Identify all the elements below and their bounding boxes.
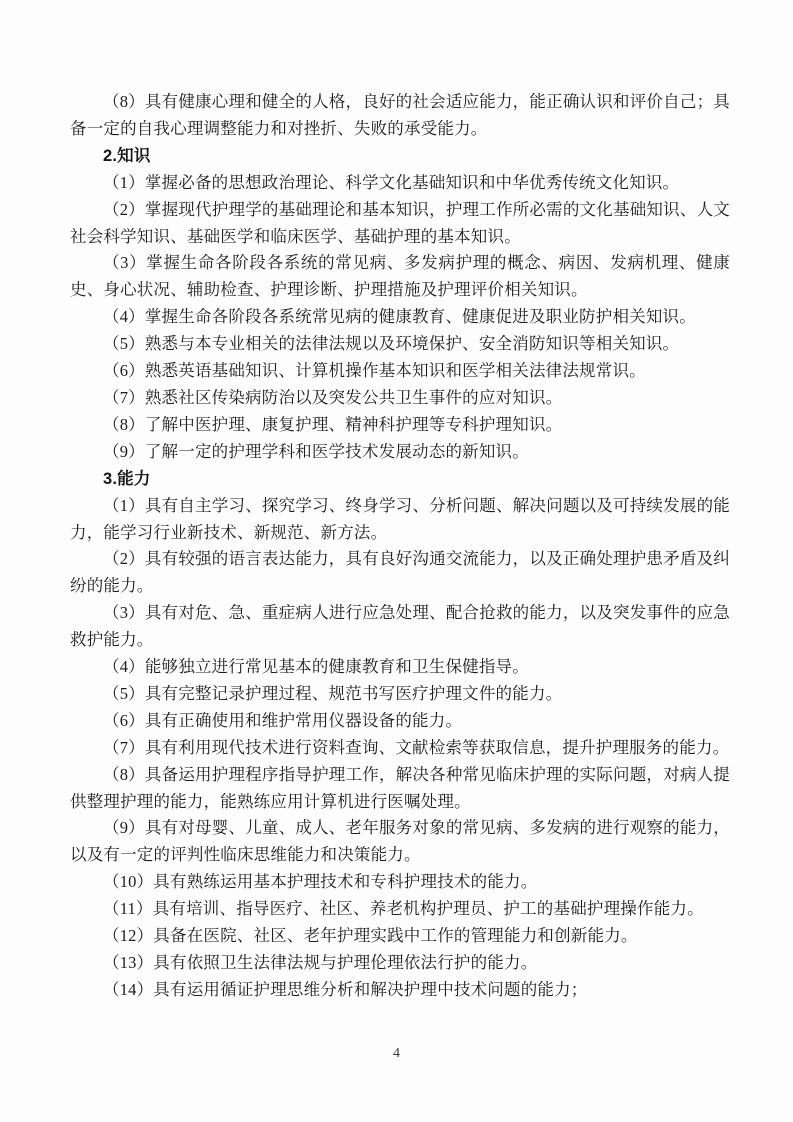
paragraph: （10）具有熟练运用基本护理技术和专科护理技术的能力。 xyxy=(103,872,538,892)
document-content xyxy=(70,89,730,1004)
paragraph: （12）具备在医院、社区、老年护理实践中工作的管理能力和创新能力。 xyxy=(103,926,638,946)
paragraph: （13）具有依照卫生法律法规与护理伦理依法行护的能力。 xyxy=(103,953,538,972)
paragraph: （11）具有培训、指导医疗、社区、养老机构护理员、护工的基础护理操作能力。 xyxy=(103,899,704,919)
section-heading-knowledge: 2.知识 xyxy=(103,146,151,165)
paragraph: （8）了解中医护理、康复护理、精神科护理等专科护理知识。 xyxy=(103,414,563,434)
paragraph: （5）具有完整记录护理过程、规范书写医疗护理文件的能力。 xyxy=(103,683,563,703)
paragraph: （2）具有较强的语言表达能力，具有良好沟通交流能力，以及正确处理护患矛盾及纠纷的能力。 xyxy=(70,549,730,596)
paragraph: （1）具有自主学习、探究学习、终身学习、分析问题、解决问题以及可持续发展的能力，能学习行业新技术、新规范、新方法。 xyxy=(70,495,730,542)
paragraph: （8）具有健康心理和健全的人格，良好的社会适应能力，能正确认识和评价自己；具备一定的自我心理调整能力和对挫折、失败的承受能力。 xyxy=(70,92,730,138)
paragraph: （1）掌握必备的思想政治理论、科学文化基础知识和中华优秀传统文化知识。 xyxy=(103,172,680,192)
paragraph: （9）了解一定的护理学科和医学技术发展动态的新知识。 xyxy=(103,441,529,461)
section-heading-ability: 3.能力 xyxy=(103,469,151,488)
paragraph: （3）具有对危、急、重症病人进行应急处理、配合抢救的能力，以及突发事件的应急救护能力。 xyxy=(70,603,730,650)
paragraph: （6）熟悉英语基础知识、计算机操作基本知识和医学相关法律法规常识。 xyxy=(103,361,646,381)
paragraph: （14）具有运用循证护理思维分析和解决护理中技术问题的能力； xyxy=(103,979,588,999)
paragraph: （4）掌握生命各阶段各系统常见病的健康教育、健康促进及职业防护相关知识。 xyxy=(103,307,696,327)
paragraph: （8）具备运用护理程序指导护理工作，解决各种常见临床护理的实际问题，对病人提供整理护理的能力，能熟练应用计算机进行医嘱处理。 xyxy=(70,764,730,811)
page-number: 4 xyxy=(393,1046,400,1061)
paragraph: （9）具有对母婴、儿童、成人、老年服务对象的常见病、多发病的进行观察的能力，以及有一定的评判性临床思维能力和决策能力。 xyxy=(70,818,730,865)
paragraph: （3）掌握生命各阶段各系统的常见病、多发病护理的概念、病因、发病机理、健康史、身心状况、辅助检查、护理诊断、护理措施及护理评价相关知识。 xyxy=(70,253,730,300)
paragraph: （5）熟悉与本专业相关的法律法规以及环境保护、安全消防知识等相关知识。 xyxy=(103,334,680,354)
paragraph: （6）具有正确使用和维护常用仪器设备的能力。 xyxy=(103,710,463,730)
paragraph: （4）能够独立进行常见基本的健康教育和卫生保健指导。 xyxy=(103,657,529,677)
paragraph: （7）具有利用现代技术进行资料查询、文献检索等获取信息，提升护理服务的能力。 xyxy=(103,737,730,757)
paragraph: （2）掌握现代护理学的基础理论和基本知识，护理工作所必需的文化基础知识、人文社会科学知识、基础医学和临床医学、基础护理的基本知识。 xyxy=(70,199,730,246)
paragraph: （7）熟悉社区传染病防治以及突发公共卫生事件的应对知识。 xyxy=(103,387,563,407)
